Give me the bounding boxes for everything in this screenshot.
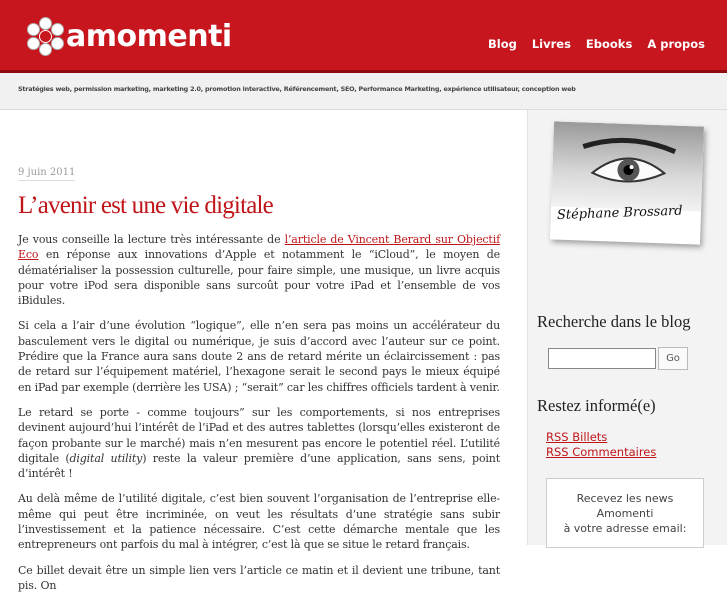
eye-icon [551,121,704,211]
nav-ebooks[interactable]: Ebooks [585,37,633,51]
post-content [18,160,500,603]
author-photo [550,121,704,244]
newsletter-box [546,478,704,548]
main-nav [488,37,705,51]
site-header [0,0,727,73]
p1-text-before: Je vous conseille la lecture très intéressante de [18,233,285,246]
p1-text-after: en réponse aux innovations d’Apple et notamment le “iCloud”, le moyen de dématérialiser la possession culturelle, pour faire simple, une musique, un livre acquis pour votre iPod sera disponible sans surcoût pour votre iPad et l’ensemble de vos iBidules. [18,248,500,308]
post-paragraph-1 [18,232,500,308]
article-link[interactable]: l’article de Vincent Berard sur Objectif Eco [18,233,500,262]
nav-blog[interactable]: Blog [487,37,517,51]
author-signature: Stéphane Brossard [556,203,683,223]
site-tagline: Stratégies web, permission marketing, marketing 2.0, promotion interactive, Référencement, SEO, Performance Marketing, expérience utilisateur, conception web [18,85,576,93]
post-title[interactable]: L’avenir est une vie digitale [18,192,273,219]
search-heading: Recherche dans le blog [537,312,691,331]
newsletter-line-1: Recevez les news [576,492,674,505]
rss-comments-link[interactable]: RSS Commentaires [546,445,657,459]
post-paragraph-2: Si cela a l’air d’une évolution “logique”, elle n’en sera pas moins un accélérateur du basculement vers le digital ou numérique, je suis d’accord avec l’auteur sur ce point. Prédire que la France aura sans doute 2 ans de retard mérite un éclaircissement : pas de retard sur l’équipement matériel, l’hexagone serait le second pays le mieux équipé en iPad par exemple (derrière les USA) ; “serait” car les chiffres officiels tardent à venir. [18,319,500,394]
newsletter-line-3: à votre adresse email: [563,522,687,535]
search-go-button[interactable]: Go [658,347,688,370]
post-date: 9 juin 2011 [18,167,75,181]
p3-text-before: Le retard se porte - comme toujours” sur les comportements, si nos entreprises devinent aujourd’hui l’intérêt de l’iPad et des autres tablettes (lorsqu’elles existeront de façon probante sur le marché) mais n’en mesurent pas encore le potentiel réel. L’utilité digitale ( [18,405,500,465]
p3-text-after: ) reste la valeur première d’une application, sans sens, point d’intérêt ! [18,451,500,481]
search-input[interactable] [548,348,656,369]
site-logo[interactable] [26,17,232,55]
nav-livres[interactable]: Livres [531,37,571,51]
newsletter-line-2: Amomenti [596,507,654,520]
nav-a-propos[interactable]: A propos [647,37,705,51]
logo-text: amomenti [66,18,232,54]
post-paragraph-4: Au delà même de l’utilité digitale, c’est bien souvent l’organisation de l’entreprise elle-même qui peut être incriminée, on veut les résultats d’une stratégie sans subir l’investissement et la patience nécessaire. C’est cette démarche mentale que les entrepreneurs ont parfois du mal à intégrer, c’est là que se situe le retard français. [18,492,500,552]
stay-informed-heading: Restez informé(e) [537,396,656,415]
p3-emphasis: digital utility [69,451,143,465]
rss-posts-link[interactable]: RSS Billets [546,430,608,444]
sidebar [527,110,727,545]
post-paragraph-5: Ce billet devait être un simple lien vers l’article ce matin et il devient une tribune, tant pis. On [18,563,500,592]
logo-mark-icon [26,17,64,55]
tagline-bar [0,73,727,110]
post-paragraph-3 [18,405,500,481]
